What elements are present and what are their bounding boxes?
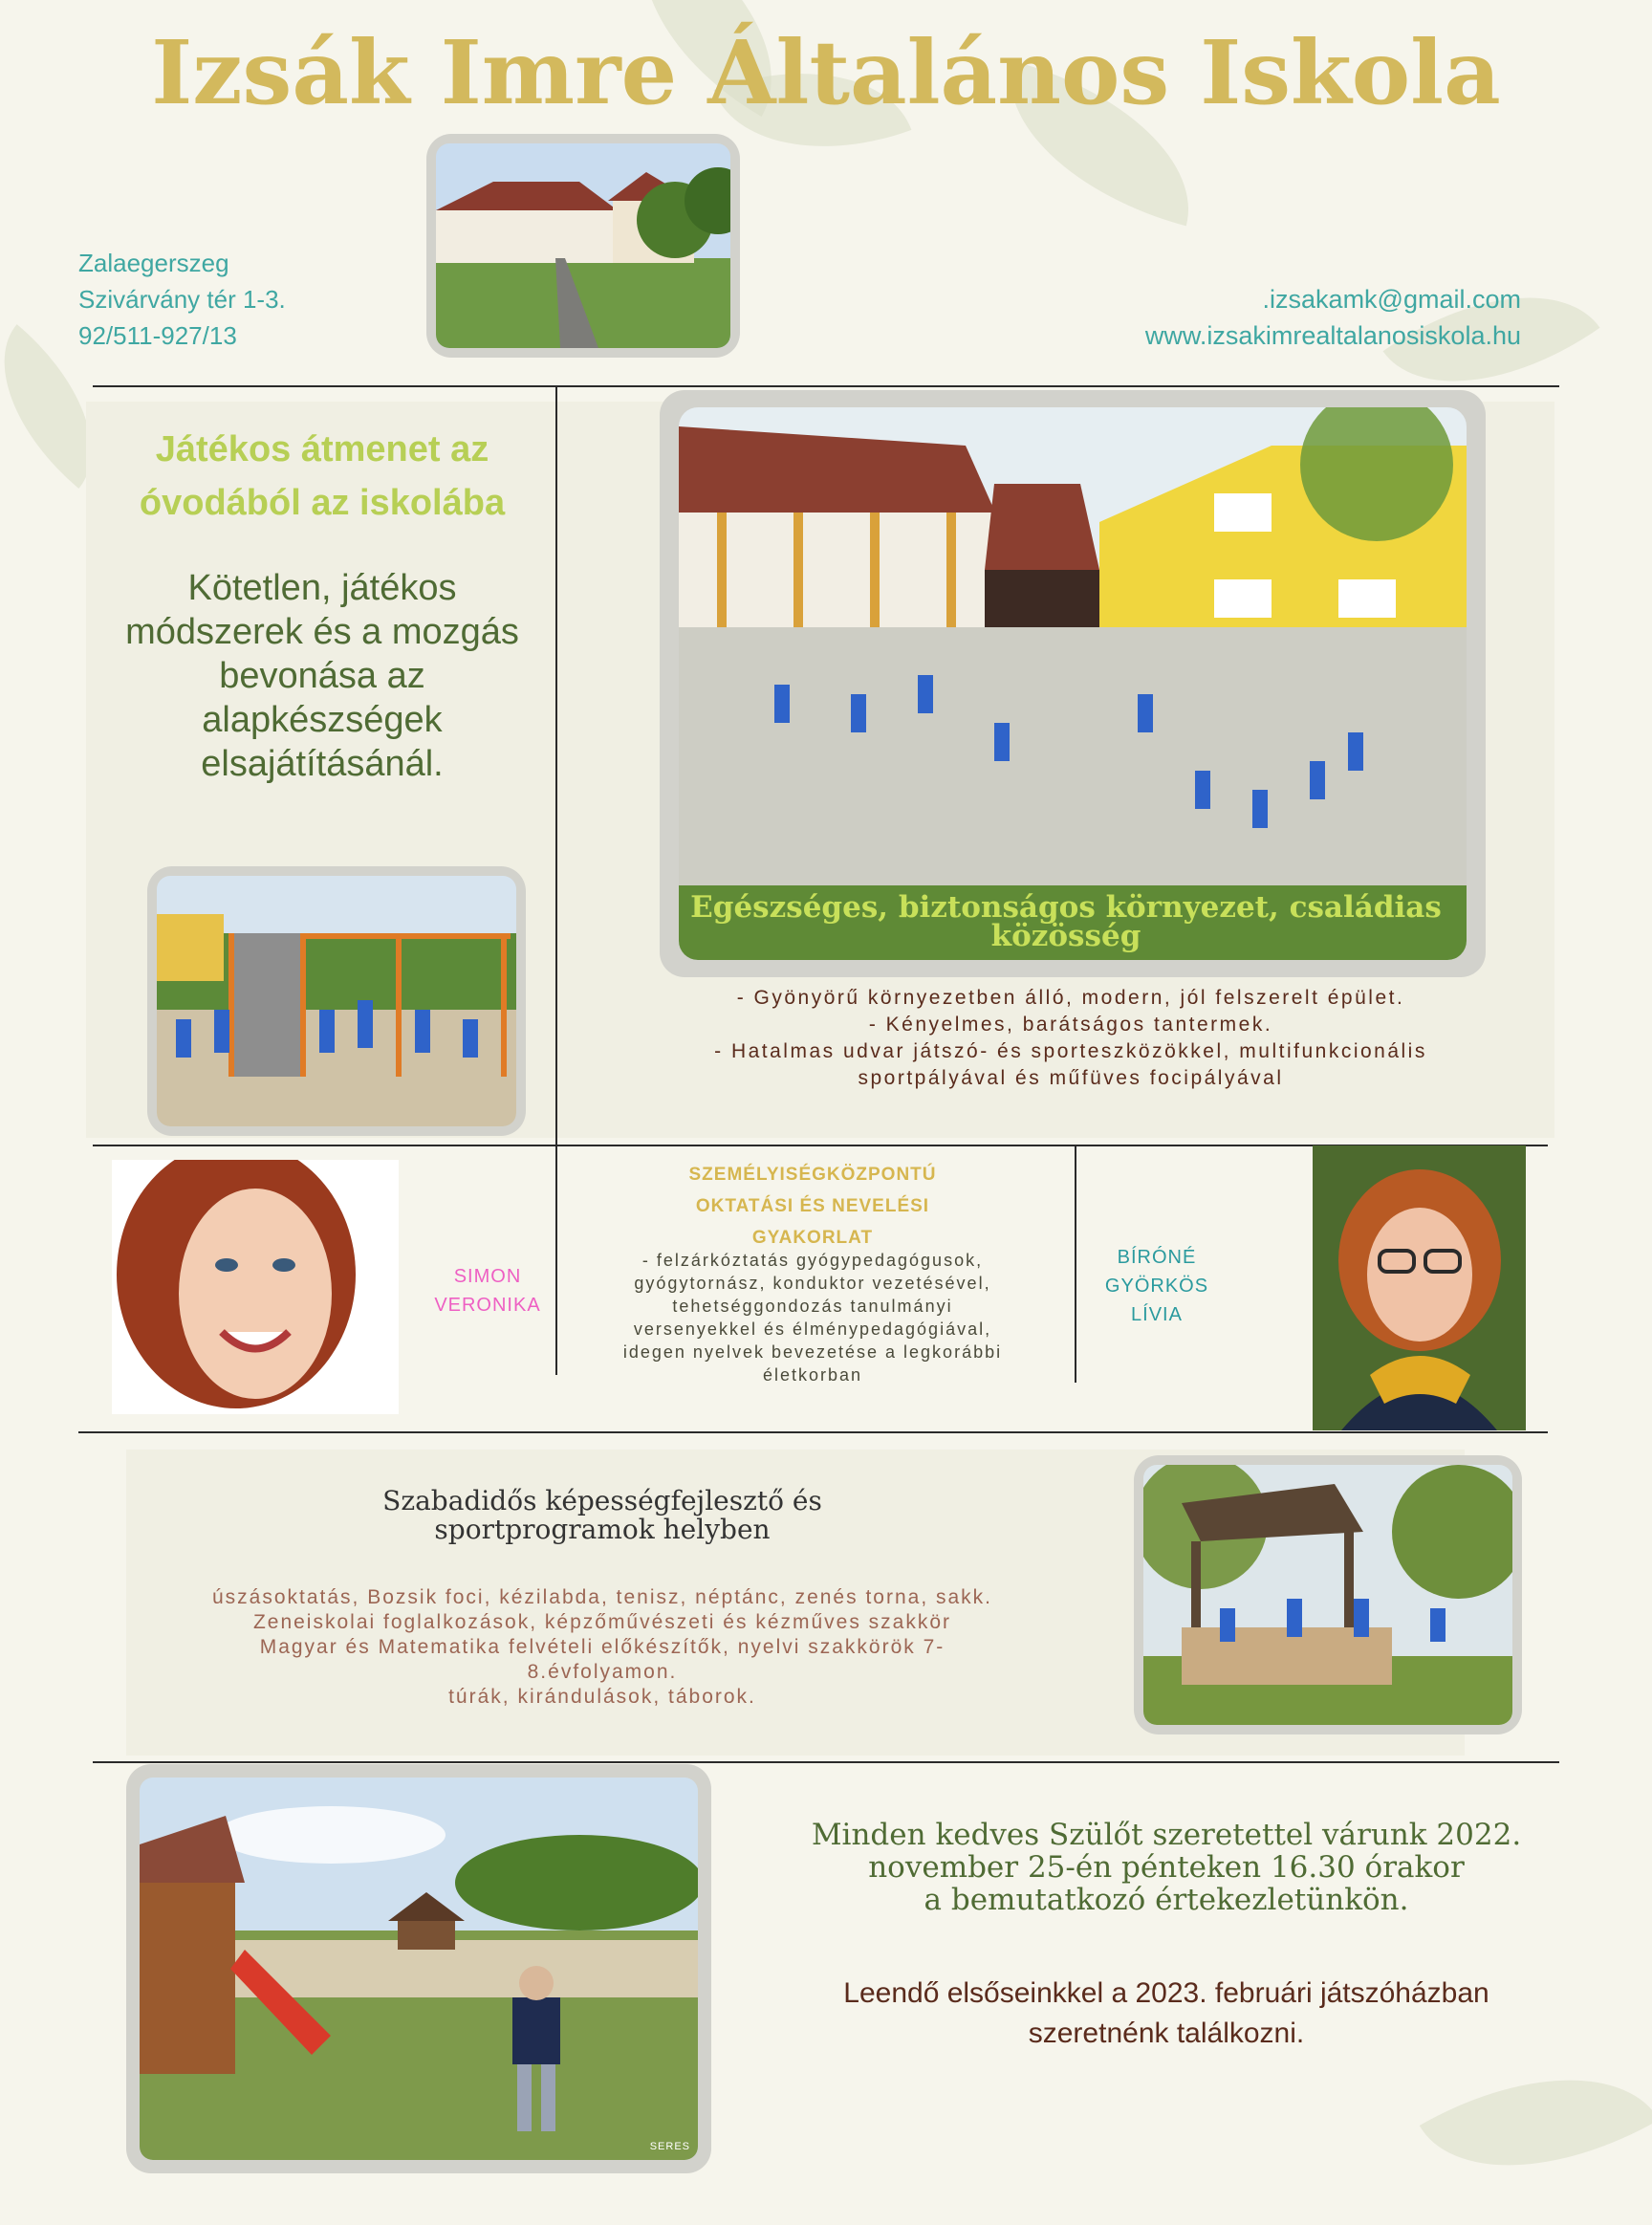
transition-body-line2: módszerek és a mozgás [125,612,519,652]
online-contact [1145,281,1521,354]
pedagogy-body-line5: idegen nyelvek bevezetése a legkorábbi [622,1342,1003,1362]
transition-heading-line1: Játékos átmenet az [155,429,489,469]
pedagogy-body [574,1249,1052,1386]
teacher-right-line2: GYÖRKÖS [1104,1276,1209,1297]
teacher-right-line1: BÍRÓNÉ [1117,1247,1197,1268]
teacher-photo-left [112,1160,399,1414]
leisure-heading-line2: sportprogramok helyben [434,1514,771,1545]
photo-watermark: SERES [649,2141,690,2152]
environment-caption [669,890,1463,953]
leisure-body-line1: úszásoktatás, Bozsik foci, kézilabda, tenisz, néptánc, zenés torna, sakk. [211,1586,992,1608]
teacher-photo-right [1313,1145,1526,1430]
teacher-name-left [421,1262,554,1320]
playground-photo [126,1764,711,2173]
teacher-left-line2: VERONIKA [434,1295,541,1316]
email-link[interactable]: .izsakamk@gmail.com [1262,285,1521,314]
pedagogy-body-line2: gyógytornász, konduktor vezetésével, [634,1274,991,1293]
pedagogy-heading-line2: OKTATÁSI ÉS NEVELÉSI [695,1196,930,1216]
transition-heading-line2: óvodából az iskolába [139,483,506,523]
transition-body-line1: Kötetlen, játékos [187,568,457,608]
school-title: Izsák Imre Általános Iskola [151,21,1501,124]
divider-vertical-3 [1075,1145,1076,1383]
transition-body-line3: bevonása az [219,656,425,696]
leisure-heading-line1: Szabadidős képességfejlesztő és [382,1485,822,1516]
leisure-body-line4: 8.évfolyamon. [527,1661,678,1683]
leisure-body-line3: Magyar és Matematika felvételi előkészítők, nyelvi szakkörök 7- [259,1636,946,1658]
environment-bullets [612,985,1530,1092]
pedagogy-body-line1: - felzárkóztatás gyógypedagógusok, [641,1251,984,1270]
divider-top [93,385,1559,387]
climbing-frame-photo [147,866,526,1136]
address-city: Zalaegerszeg [78,249,229,277]
divider-vertical-2 [555,1145,557,1375]
leisure-heading [335,1487,870,1544]
transition-body-line4: alapkészségek [202,700,443,740]
playhouse-invitation [746,1974,1587,2054]
pedagogy-body-line6: életkorban [762,1365,863,1385]
address-phone: 92/511-927/13 [78,321,237,350]
divider-mid-2 [78,1431,1548,1433]
pedagogy-heading-line1: SZEMÉLYISÉGKÖZPONTÚ [688,1165,937,1185]
environment-bullet-4: sportpályával és műfüves focipályával [858,1067,1284,1089]
invitation-line3: a bemutatkozó értekezletünkön. [924,1883,1409,1917]
pedagogy-body-line4: versenyekkel és élménypedagógiával, [633,1320,992,1339]
environment-caption-line1: Egészséges, biztonságos környezet, családias [690,890,1442,925]
website-link[interactable]: www.izsakimrealtalanosiskola.hu [1144,321,1521,350]
pedagogy-heading [593,1159,1032,1254]
playhouse-line2: szeretnénk találkozni. [1028,2018,1305,2049]
divider-bottom [93,1761,1559,1763]
transition-body-line5: elsajátításánál. [201,744,444,784]
playhouse-line1: Leendő elsőseinkkel a 2023. februári játszóházban [843,1977,1489,2009]
transition-heading [88,423,556,530]
school-building-photo [426,134,740,358]
teacher-name-right [1090,1243,1224,1329]
sandpit-photo [1134,1455,1522,1734]
teacher-left-line1: SIMON [453,1266,522,1287]
teacher-right-line3: LÍVIA [1131,1304,1183,1325]
transition-body [88,566,556,786]
parent-invitation [746,1819,1587,1916]
environment-bullet-1: - Gyönyörű környezetben álló, modern, jól felszerelt épület. [736,987,1405,1009]
pedagogy-body-line3: tehetséggondozás tanulmányi [672,1297,953,1316]
leisure-body-line5: túrák, kirándulások, táborok. [448,1686,756,1708]
address-street: Szivárvány tér 1-3. [78,285,286,314]
leisure-body [172,1585,1032,1710]
courtyard-photo [660,390,1486,977]
invitation-line2: november 25-én pénteken 16.30 órakor [868,1850,1465,1885]
environment-caption-line2: közösség [990,919,1141,953]
environment-bullet-3: - Hatalmas udvar játszó- és sporteszközökkel, multifunkcionális [714,1040,1427,1062]
pedagogy-heading-line3: GYAKORLAT [751,1228,874,1248]
leisure-body-line2: Zeneiskolai foglalkozások, képzőművészeti és kézműves szakkör [252,1611,952,1633]
address-block [78,245,286,354]
invitation-line1: Minden kedves Szülőt szeretettel várunk 2022. [811,1818,1522,1852]
environment-bullet-2: - Kényelmes, barátságos tantermek. [868,1014,1273,1036]
